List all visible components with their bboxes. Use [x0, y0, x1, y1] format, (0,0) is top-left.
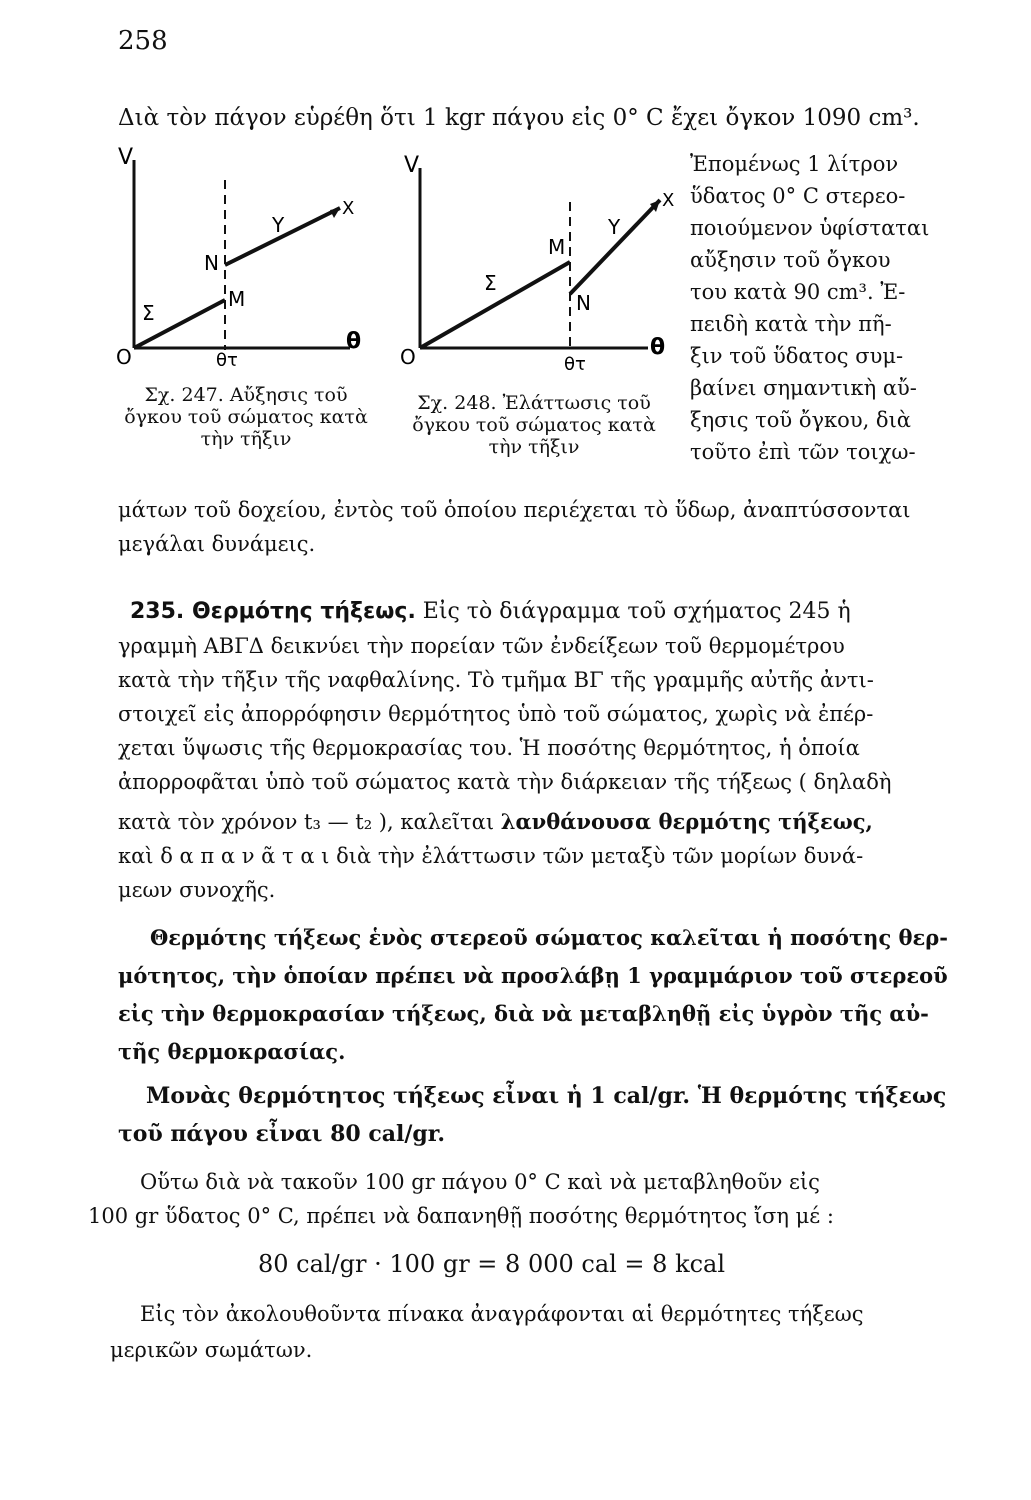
- fig247-label-upsilon: Υ: [272, 213, 285, 237]
- fig247-label-nu: Ν: [204, 251, 219, 275]
- fig248-caption-line-3: τὴν τῆξιν: [488, 436, 580, 458]
- right-column-line-5: του κατὰ 90 cm³. Ἐ-: [690, 280, 906, 304]
- fig248-caption-line-2: ὄγκου τοῦ σώματος κατὰ: [412, 414, 656, 436]
- right-column-line-2: ὕδατος 0° C στερεο-: [690, 184, 906, 208]
- figure-248-diagram: [398, 148, 678, 388]
- section-235-line-7: [118, 808, 873, 836]
- fig247-label-chi: Χ: [342, 198, 355, 219]
- fig248-label-tick: θτ: [564, 354, 586, 375]
- right-column-line-4: αὔξησιν τοῦ ὄγκου: [690, 248, 891, 272]
- fig248-label-upsilon: Υ: [608, 215, 621, 239]
- section-235-line-3: κατὰ τὴν τῆξιν τῆς ναφθαλίνης. Τὸ τμῆμα ΒΓ τῆς γραμμῆς αὐτῆς ἀντι-: [118, 668, 874, 692]
- fig248-label-chi: Χ: [662, 190, 675, 211]
- fig247-arrow: [330, 208, 340, 218]
- fig247-label-theta: θ: [346, 329, 362, 354]
- unit-line-2: τοῦ πάγου εἶναι 80 cal/gr.: [118, 1121, 446, 1147]
- figure-248: [398, 148, 678, 388]
- fig247-caption-line-1: Σχ. 247. Αὔξησις τοῦ: [144, 384, 348, 406]
- figure-247: [112, 140, 372, 380]
- page-number: 258: [118, 26, 168, 56]
- unit-line-1: Μονὰς θερμότητος τήξεως εἶναι ἡ 1 cal/gr. Ἡ θερμότης τήξεως: [146, 1083, 947, 1109]
- section-235-line-4: στοιχεῖ εἰς ἀπορρόφησιν θερμότητος ὑπὸ τοῦ σώματος, χωρὶς νὰ ἐπέρ-: [118, 702, 874, 726]
- definition-line-4: τῆς θερμοκρασίας.: [118, 1039, 346, 1064]
- fig247-label-tick: θτ: [216, 350, 238, 371]
- continuation-line-2: μεγάλαι δυνάμεις.: [118, 532, 316, 556]
- fig247-label-v: V: [118, 145, 134, 170]
- figure-247-caption: [112, 384, 380, 450]
- example-line-1: Οὕτω διὰ νὰ τακοῦν 100 gr πάγου 0° C καὶ νὰ μεταβληθοῦν εἰς: [140, 1170, 820, 1194]
- closing-line-1: Εἰς τὸν ἀκολουθοῦντα πίνακα ἀναγράφονται αἱ θερμότητες τήξεως: [140, 1302, 864, 1326]
- section-235-line-6: ἀπορροφᾶται ὑπὸ τοῦ σώματος κατὰ τὴν διάρκειαν τῆς τήξεως ( δηλαδὴ: [118, 770, 892, 794]
- fig247-label-origin: O: [116, 345, 132, 369]
- heat-formula: 80 cal/gr · 100 gr = 8 000 cal = 8 kcal: [258, 1250, 726, 1278]
- right-column-line-8: βαίνει σημαντικὴ αὔ-: [690, 376, 917, 400]
- right-column-line-3: ποιούμενον ὑφίσταται: [690, 216, 930, 240]
- fig247-label-sigma: Σ: [142, 301, 155, 325]
- definition-line-3: εἰς τὴν θερμοκρασίαν τήξεως, διὰ νὰ μεταβληθῇ εἰς ὑγρὸν τῆς αὐ-: [118, 1001, 929, 1026]
- intro-line: Διὰ τὸν πάγον εὑρέθη ὅτι 1 kgr πάγου εἰς 0° C ἔχει ὄγκον 1090 cm³.: [118, 105, 920, 131]
- right-column-line-10: τοῦτο ἐπὶ τῶν τοιχω-: [690, 440, 916, 464]
- right-column-line-1: Ἐπομένως 1 λίτρον: [690, 152, 899, 176]
- fig248-label-nu: Ν: [576, 291, 591, 315]
- figure-248-caption: [396, 392, 672, 458]
- fig247-caption-line-2: ὄγκου τοῦ σώματος κατὰ: [124, 406, 368, 428]
- section-235-heading: 235. Θερμότης τήξεως.: [130, 599, 416, 624]
- right-column-line-6: πειδὴ κατὰ τὴν πῆ-: [690, 312, 892, 336]
- fig247-label-mu: Μ: [228, 287, 246, 311]
- right-column-line-7: ξιν τοῦ ὕδατος συμ-: [690, 344, 904, 368]
- fig248-label-theta: θ: [650, 335, 666, 360]
- section-235-first-line: [130, 598, 851, 626]
- section-235-line-5: χεται ὕψωσις τῆς θερμοκρασίας του. Ἡ ποσότης θερμότητος, ἡ ὁποία: [118, 736, 860, 760]
- fig247-caption-line-3: τὴν τῆξιν: [200, 428, 292, 450]
- latent-heat-term: λανθάνουσα θερμότης τήξεως,: [500, 809, 873, 834]
- section-235-line-2: γραμμὴ ΑΒΓΔ δεικνύει τὴν πορείαν τῶν ἐνδείξεων τοῦ θερμομέτρου: [118, 634, 845, 658]
- continuation-line-1: μάτων τοῦ δοχείου, ἐντὸς τοῦ ὁποίου περιέχεται τὸ ὕδωρ, ἀναπτύσσονται: [118, 498, 911, 522]
- fig248-label-v: V: [404, 153, 420, 178]
- section-235-time-text: κατὰ τὸν χρόνον t₃ — t₂ ), καλεῖται: [118, 810, 501, 834]
- section-235-line-9: μεων συνοχῆς.: [118, 878, 276, 902]
- definition-line-2: μότητος, τὴν ὁποίαν πρέπει νὰ προσλάβῃ 1 γραμμάριον τοῦ στερεοῦ: [118, 963, 948, 988]
- fig248-caption-line-1: Σχ. 248. Ἐλάττωσις τοῦ: [417, 392, 651, 414]
- fig248-label-mu: Μ: [548, 235, 566, 259]
- fig248-label-sigma: Σ: [484, 271, 497, 295]
- right-column-line-9: ξησις τοῦ ὄγκου, διὰ: [690, 408, 911, 432]
- example-line-2: 100 gr ὕδατος 0° C, πρέπει νὰ δαπανηθῇ ποσότης θερμότητος ἴση μέ :: [88, 1204, 834, 1228]
- section-235-first-line-rest: Εἰς τὸ διάγραμμα τοῦ σχήματος 245 ἡ: [415, 599, 851, 624]
- figure-247-diagram: [112, 140, 372, 380]
- fig248-label-origin: O: [400, 345, 416, 369]
- closing-line-2: μερικῶν σωμάτων.: [110, 1338, 313, 1362]
- definition-line-1: Θερμότης τήξεως ἑνὸς στερεοῦ σώματος καλεῖται ἡ ποσότης θερ-: [150, 925, 948, 950]
- section-235-line-8: καὶ δ α π α ν ᾶ τ α ι διὰ τὴν ἐλάττωσιν τῶν μεταξὺ τῶν μορίων δυνά-: [118, 844, 864, 868]
